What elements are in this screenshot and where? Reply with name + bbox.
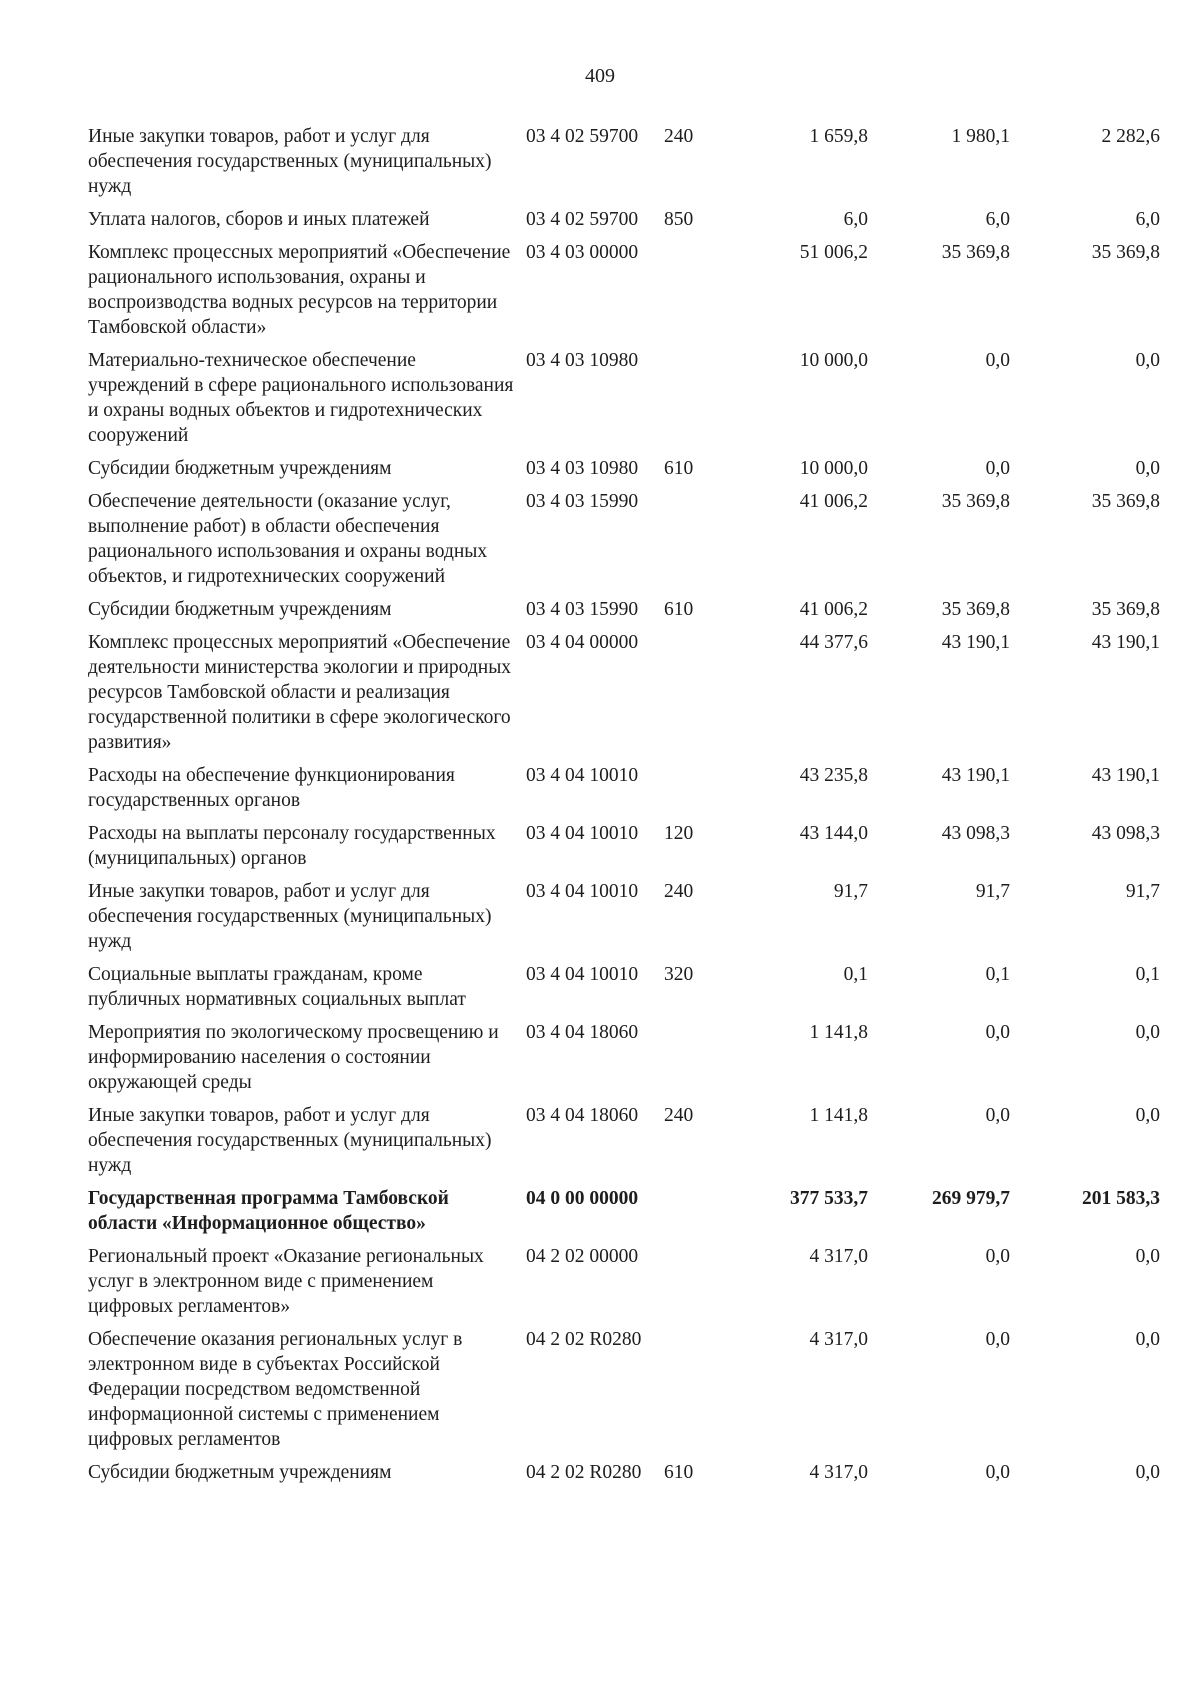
row-name: Расходы на выплаты персоналу государственных (муниципальных) органов — [88, 823, 496, 869]
row-amount-3: 43 190,1 — [1091, 765, 1160, 786]
row-amount-1: 41 006,2 — [799, 599, 868, 620]
row-expense-type: 610 — [664, 599, 694, 620]
row-code: 03 4 02 59700 — [526, 209, 639, 230]
row-amount-1: 44 377,6 — [799, 632, 868, 653]
row-amount-3: 0,1 — [1135, 964, 1160, 985]
row-amount-1: 4 317,0 — [809, 1329, 868, 1350]
budget-table — [88, 124, 1160, 1493]
row-code: 03 4 04 00000 — [526, 632, 639, 653]
row-expense-type: 610 — [664, 1462, 694, 1483]
row-name: Субсидии бюджетным учреждениям — [88, 599, 392, 620]
row-name: Социальные выплаты гражданам, кроме публичных нормативных социальных выплат — [88, 964, 466, 1010]
table-row — [88, 1103, 1160, 1178]
row-expense-type: 240 — [664, 1105, 694, 1126]
row-code: 04 2 02 00000 — [526, 1246, 639, 1267]
row-code: 03 4 04 18060 — [526, 1105, 639, 1126]
row-name: Иные закупки товаров, работ и услуг для обеспечения государственных (муниципальных) нужд — [88, 126, 492, 197]
row-code: 03 4 03 15990 — [526, 491, 639, 512]
row-amount-3: 201 583,3 — [1082, 1188, 1160, 1209]
row-name: Иные закупки товаров, работ и услуг для обеспечения государственных (муниципальных) нужд — [88, 1105, 492, 1176]
row-name: Комплекс процессных мероприятий «Обеспечение деятельности министерства экологии и природных ресурсов Тамбовской области и реализация государственной политики в сфере экологического развития» — [88, 632, 512, 753]
row-name: Государственная программа Тамбовской области «Информационное общество» — [88, 1188, 449, 1234]
table-row — [88, 207, 1160, 232]
table-row — [88, 879, 1160, 954]
row-code: 03 4 03 00000 — [526, 242, 639, 263]
row-amount-1: 1 141,8 — [809, 1105, 868, 1126]
row-code: 04 2 02 R0280 — [526, 1462, 642, 1483]
row-name: Мероприятия по экологическому просвещению и информированию населения о состоянии окружающей среды — [88, 1022, 499, 1093]
row-amount-3: 35 369,8 — [1091, 242, 1160, 263]
row-name: Субсидии бюджетным учреждениям — [88, 1462, 392, 1483]
row-name: Уплата налогов, сборов и иных платежей — [88, 209, 430, 230]
row-amount-3: 0,0 — [1135, 1105, 1160, 1126]
row-expense-type: 610 — [664, 458, 694, 479]
row-code: 03 4 03 10980 — [526, 350, 639, 371]
row-code: 03 4 02 59700 — [526, 126, 639, 147]
row-amount-3: 6,0 — [1135, 209, 1160, 230]
row-amount-2: 1 980,1 — [951, 126, 1010, 147]
row-amount-2: 43 098,3 — [941, 823, 1010, 844]
row-amount-3: 35 369,8 — [1091, 491, 1160, 512]
row-amount-2: 35 369,8 — [941, 599, 1010, 620]
row-amount-2: 43 190,1 — [941, 765, 1010, 786]
table-row — [88, 1327, 1160, 1452]
table-row — [88, 597, 1160, 622]
row-amount-2: 6,0 — [985, 209, 1010, 230]
row-amount-3: 43 190,1 — [1091, 632, 1160, 653]
row-amount-2: 0,1 — [985, 964, 1010, 985]
table-row — [88, 124, 1160, 199]
row-amount-2: 0,0 — [985, 458, 1010, 479]
row-amount-1: 43 144,0 — [799, 823, 868, 844]
row-amount-3: 0,0 — [1135, 458, 1160, 479]
row-amount-2: 0,0 — [985, 1246, 1010, 1267]
row-amount-1: 1 659,8 — [809, 126, 868, 147]
row-code: 03 4 04 10010 — [526, 881, 639, 902]
row-amount-2: 35 369,8 — [941, 242, 1010, 263]
row-amount-1: 51 006,2 — [799, 242, 868, 263]
row-name: Расходы на обеспечение функционирования государственных органов — [88, 765, 455, 811]
row-amount-3: 43 098,3 — [1091, 823, 1160, 844]
row-name: Комплекс процессных мероприятий «Обеспечение рационального использования, охраны и воспроизводства водных ресурсов на территории Тамбовской области» — [88, 242, 511, 338]
row-amount-2: 43 190,1 — [941, 632, 1010, 653]
row-code: 03 4 04 10010 — [526, 823, 639, 844]
row-amount-2: 0,0 — [985, 1329, 1010, 1350]
row-amount-2: 0,0 — [985, 1105, 1010, 1126]
row-code: 03 4 04 18060 — [526, 1022, 639, 1043]
table-row — [88, 1186, 1160, 1236]
row-amount-1: 1 141,8 — [809, 1022, 868, 1043]
table-row — [88, 240, 1160, 340]
row-amount-1: 10 000,0 — [799, 458, 868, 479]
row-expense-type: 240 — [664, 881, 694, 902]
row-amount-1: 4 317,0 — [809, 1246, 868, 1267]
row-amount-1: 0,1 — [843, 964, 868, 985]
row-code: 03 4 04 10010 — [526, 964, 639, 985]
page-number: 409 — [585, 65, 615, 87]
row-name: Обеспечение деятельности (оказание услуг, выполнение работ) в области обеспечения рационального использования и охраны водных объектов, и гидротехнических сооружений — [88, 491, 488, 587]
row-amount-1: 43 235,8 — [799, 765, 868, 786]
row-code: 03 4 04 10010 — [526, 765, 639, 786]
row-amount-1: 41 006,2 — [799, 491, 868, 512]
row-expense-type: 850 — [664, 209, 694, 230]
row-amount-1: 6,0 — [843, 209, 868, 230]
row-amount-2: 35 369,8 — [941, 491, 1010, 512]
row-expense-type: 320 — [664, 964, 694, 985]
row-code: 03 4 03 15990 — [526, 599, 639, 620]
row-amount-3: 0,0 — [1135, 1246, 1160, 1267]
row-amount-1: 377 533,7 — [790, 1188, 868, 1209]
table-row — [88, 1244, 1160, 1319]
row-amount-1: 10 000,0 — [799, 350, 868, 371]
row-amount-2: 91,7 — [975, 881, 1010, 902]
table-row — [88, 456, 1160, 481]
table-row — [88, 821, 1160, 871]
table-row — [88, 348, 1160, 448]
row-name: Иные закупки товаров, работ и услуг для обеспечения государственных (муниципальных) нужд — [88, 881, 492, 952]
table-row — [88, 1460, 1160, 1485]
row-name: Материально-техническое обеспечение учреждений в сфере рационального использования и охраны водных объектов и гидротехнических сооружений — [88, 350, 514, 446]
row-amount-3: 0,0 — [1135, 1462, 1160, 1483]
row-amount-2: 269 979,7 — [932, 1188, 1010, 1209]
row-amount-3: 0,0 — [1135, 1329, 1160, 1350]
row-amount-3: 0,0 — [1135, 1022, 1160, 1043]
table-row — [88, 763, 1160, 813]
row-amount-3: 35 369,8 — [1091, 599, 1160, 620]
row-amount-2: 0,0 — [985, 1022, 1010, 1043]
table-row — [88, 630, 1160, 755]
row-name: Региональный проект «Оказание региональных услуг в электронном виде с применением цифровых регламентов» — [88, 1246, 484, 1317]
row-expense-type: 240 — [664, 126, 694, 147]
table-row — [88, 489, 1160, 589]
row-name: Субсидии бюджетным учреждениям — [88, 458, 392, 479]
row-name: Обеспечение оказания региональных услуг в электронном виде в субъектах Российской Федерации посредством ведомственной информационной системы с применением цифровых регламентов — [88, 1329, 463, 1450]
row-amount-3: 2 282,6 — [1101, 126, 1160, 147]
row-expense-type: 120 — [664, 823, 694, 844]
row-code: 03 4 03 10980 — [526, 458, 639, 479]
row-amount-3: 0,0 — [1135, 350, 1160, 371]
table-row — [88, 962, 1160, 1012]
row-amount-1: 91,7 — [833, 881, 868, 902]
row-amount-1: 4 317,0 — [809, 1462, 868, 1483]
row-amount-2: 0,0 — [985, 350, 1010, 371]
row-amount-2: 0,0 — [985, 1462, 1010, 1483]
table-row — [88, 1020, 1160, 1095]
row-code: 04 0 00 00000 — [526, 1188, 639, 1209]
row-amount-3: 91,7 — [1125, 881, 1160, 902]
row-code: 04 2 02 R0280 — [526, 1329, 642, 1350]
